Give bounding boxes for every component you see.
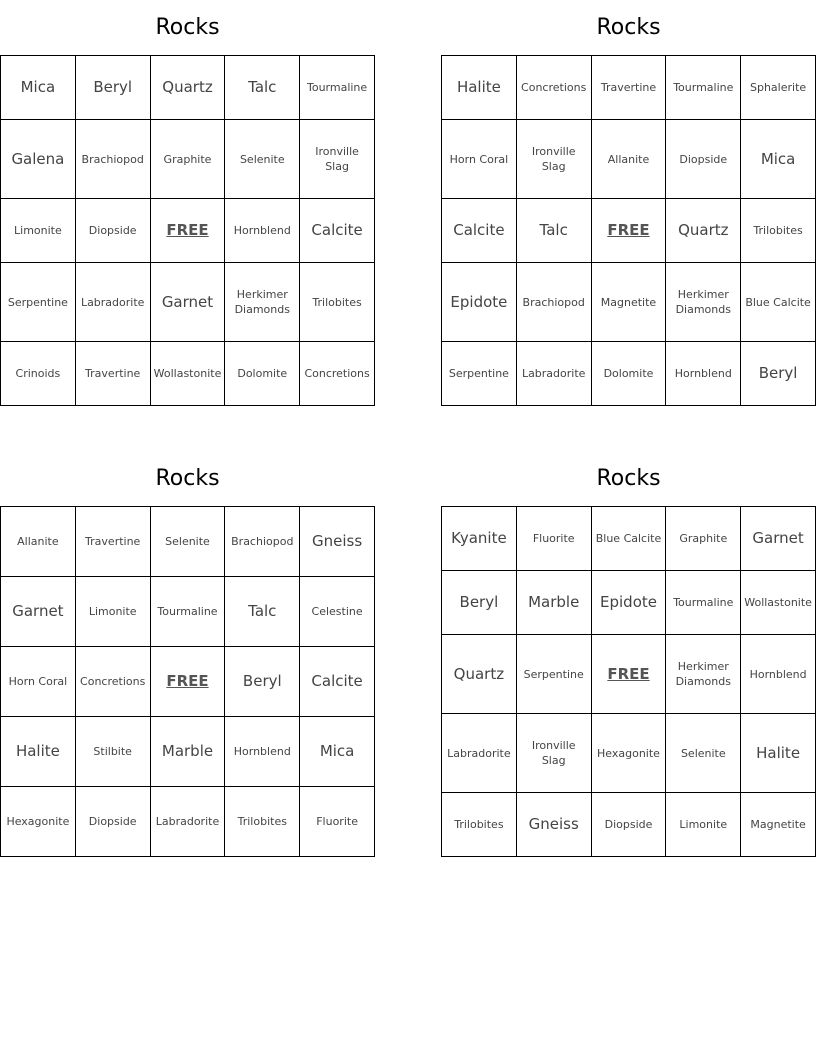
free-space-cell: FREE <box>151 647 226 717</box>
bingo-cell: Epidote <box>442 263 517 342</box>
bingo-grid <box>0 506 375 857</box>
bingo-cell: Herkimer Diamonds <box>225 263 300 342</box>
bingo-cell: Calcite <box>300 647 375 717</box>
bingo-cell: Dolomite <box>225 342 300 406</box>
bingo-cell: Magnetite <box>592 263 667 342</box>
bingo-cell: Serpentine <box>517 635 592 714</box>
bingo-cell: Quartz <box>151 56 226 120</box>
bingo-cell: Quartz <box>666 199 741 263</box>
bingo-cell: Fluorite <box>300 787 375 857</box>
bingo-cell: Halite <box>741 714 816 793</box>
bingo-cell: Marble <box>151 717 226 787</box>
bingo-cell: Garnet <box>741 507 816 571</box>
bingo-cell: Herkimer Diamonds <box>666 263 741 342</box>
bingo-cell: Mica <box>741 120 816 199</box>
bingo-cell: Concretions <box>76 647 151 717</box>
free-space-cell: FREE <box>151 199 226 263</box>
bingo-cell: Magnetite <box>741 793 816 857</box>
bingo-cell: Allanite <box>592 120 667 199</box>
bingo-cell: Ironville Slag <box>517 714 592 793</box>
bingo-cell: Galena <box>1 120 76 199</box>
bingo-cell: Travertine <box>592 56 667 120</box>
bingo-cell: Hornblend <box>225 199 300 263</box>
card-title: Rocks <box>596 466 661 491</box>
bingo-cell: Mica <box>300 717 375 787</box>
bingo-cell: Beryl <box>741 342 816 406</box>
bingo-cell: Blue Calcite <box>741 263 816 342</box>
bingo-cell: Ironville Slag <box>517 120 592 199</box>
bingo-cell: Tourmaline <box>300 56 375 120</box>
bingo-cell: Hexagonite <box>592 714 667 793</box>
bingo-cell: Concretions <box>517 56 592 120</box>
bingo-cell: Herkimer Diamonds <box>666 635 741 714</box>
bingo-cell: Diopside <box>76 199 151 263</box>
bingo-cell: Hornblend <box>666 342 741 406</box>
bingo-cell: Calcite <box>300 199 375 263</box>
bingo-cell: Trilobites <box>225 787 300 857</box>
bingo-cell: Sphalerite <box>741 56 816 120</box>
bingo-cell: Limonite <box>1 199 76 263</box>
bingo-grid <box>441 55 816 406</box>
bingo-cell: Calcite <box>442 199 517 263</box>
bingo-cell: Selenite <box>225 120 300 199</box>
bingo-cell: Halite <box>1 717 76 787</box>
bingo-cell: Graphite <box>666 507 741 571</box>
bingo-cell: Labradorite <box>76 263 151 342</box>
bingo-cell: Diopside <box>76 787 151 857</box>
bingo-cell: Beryl <box>76 56 151 120</box>
bingo-cell: Crinoids <box>1 342 76 406</box>
card-title: Rocks <box>155 15 220 40</box>
bingo-cell: Dolomite <box>592 342 667 406</box>
bingo-cell: Allanite <box>1 507 76 577</box>
bingo-cell: Brachiopod <box>225 507 300 577</box>
bingo-card-2 <box>441 0 816 406</box>
bingo-cell: Garnet <box>151 263 226 342</box>
bingo-cell: Selenite <box>151 507 226 577</box>
bingo-cell: Tourmaline <box>666 56 741 120</box>
bingo-cell: Talc <box>517 199 592 263</box>
bingo-cell: Brachiopod <box>76 120 151 199</box>
bingo-cell: Trilobites <box>300 263 375 342</box>
bingo-cell: Tourmaline <box>666 571 741 635</box>
bingo-cell: Labradorite <box>442 714 517 793</box>
bingo-cell: Travertine <box>76 507 151 577</box>
bingo-cell: Mica <box>1 56 76 120</box>
bingo-cell: Trilobites <box>741 199 816 263</box>
bingo-cell: Stilbite <box>76 717 151 787</box>
bingo-cell: Diopside <box>592 793 667 857</box>
bingo-cell: Serpentine <box>442 342 517 406</box>
bingo-cell: Limonite <box>666 793 741 857</box>
bingo-cell: Hornblend <box>225 717 300 787</box>
bingo-cell: Hornblend <box>741 635 816 714</box>
bingo-cell: Trilobites <box>442 793 517 857</box>
bingo-cell: Blue Calcite <box>592 507 667 571</box>
bingo-cell: Limonite <box>76 577 151 647</box>
bingo-card-4 <box>441 451 816 857</box>
bingo-cell: Gneiss <box>300 507 375 577</box>
card-title: Rocks <box>596 15 661 40</box>
bingo-cell: Epidote <box>592 571 667 635</box>
bingo-cell: Graphite <box>151 120 226 199</box>
bingo-cell: Horn Coral <box>1 647 76 717</box>
bingo-cell: Fluorite <box>517 507 592 571</box>
bingo-cell: Labradorite <box>151 787 226 857</box>
bingo-grid <box>441 506 816 857</box>
bingo-card-3 <box>0 451 375 857</box>
bingo-cell: Ironville Slag <box>300 120 375 199</box>
bingo-cell: Brachiopod <box>517 263 592 342</box>
bingo-cell: Horn Coral <box>442 120 517 199</box>
bingo-cell: Labradorite <box>517 342 592 406</box>
bingo-cell: Garnet <box>1 577 76 647</box>
bingo-card-1 <box>0 0 375 406</box>
free-space-cell: FREE <box>592 199 667 263</box>
bingo-cell: Halite <box>442 56 517 120</box>
bingo-cell: Concretions <box>300 342 375 406</box>
bingo-cell: Talc <box>225 56 300 120</box>
bingo-cell: Beryl <box>225 647 300 717</box>
free-space-cell: FREE <box>592 635 667 714</box>
bingo-cell: Quartz <box>442 635 517 714</box>
bingo-cell: Tourmaline <box>151 577 226 647</box>
bingo-grid <box>0 55 375 406</box>
bingo-cell: Kyanite <box>442 507 517 571</box>
bingo-cell: Travertine <box>76 342 151 406</box>
bingo-cell: Celestine <box>300 577 375 647</box>
bingo-cell: Wollastonite <box>741 571 816 635</box>
bingo-cell: Selenite <box>666 714 741 793</box>
bingo-cell: Talc <box>225 577 300 647</box>
bingo-cell: Gneiss <box>517 793 592 857</box>
bingo-cell: Marble <box>517 571 592 635</box>
card-title: Rocks <box>155 466 220 491</box>
bingo-cell: Serpentine <box>1 263 76 342</box>
bingo-cell: Diopside <box>666 120 741 199</box>
bingo-cell: Hexagonite <box>1 787 76 857</box>
bingo-cell: Beryl <box>442 571 517 635</box>
bingo-cell: Wollastonite <box>151 342 226 406</box>
